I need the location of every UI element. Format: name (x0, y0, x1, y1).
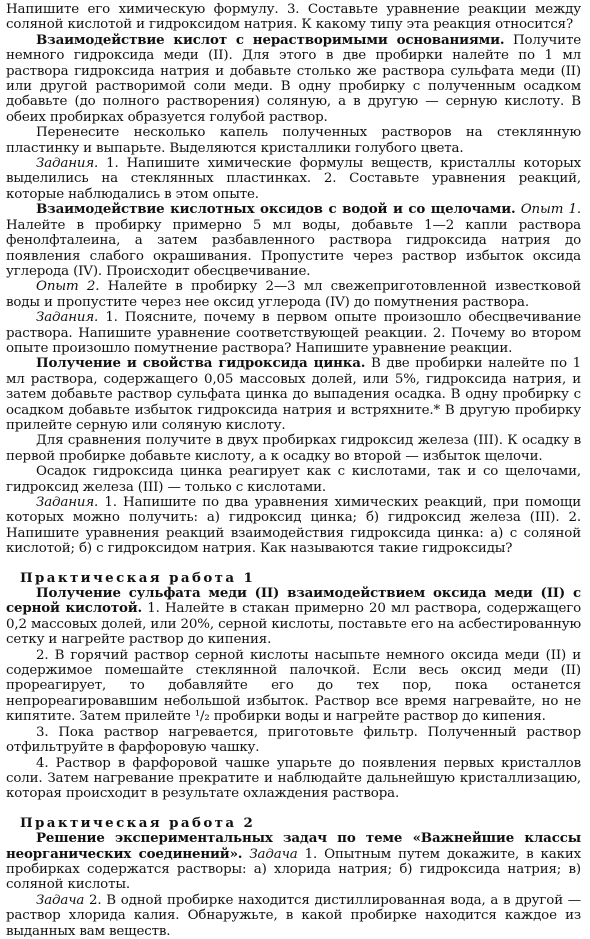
paragraph: Получение и свойства гидроксида цинка. В две пробирки налейте по 1 мл раствора, содержащего 0,05 массовых долей, или 5%, гидроксида натрия, и затем добавьте раствор сульфата цинка до выпадения осадка. В одну пробирку с осадком добавьте избыток гидроксида натрия и встряхните.* В другую пробирку прилейте серную или соляную кислоту. (6, 355, 581, 433)
paragraph-heading: Получение и свойства гидроксида цинка. (36, 355, 366, 372)
section-title-work-1: Практическая работа 1 (20, 569, 256, 586)
task-label: Задания. (36, 310, 99, 326)
paragraph: Получение сульфата меди (II) взаимодействием оксида меди (II) с серной кислотой. 1. Налейте в стакан примерно 20 мл раствора, содержащего 0,2 массовых долей, или 20%, серной кислоты, поставьте его на асбестированную сетку и нагрейте раствор до кипения. (6, 585, 581, 648)
task-label: Задания. (36, 495, 99, 510)
paragraph: Осадок гидроксида цинка реагирует как с кислотами, так и со щелочами, гидроксид железа (III) — только с кислотами. (6, 464, 581, 495)
section-title-work-2: Практическая работа 2 (20, 814, 256, 831)
section-spacer (6, 557, 581, 571)
task-label: Задача (242, 846, 298, 862)
section-spacer (6, 802, 581, 816)
paragraph: 3. Пока раствор нагревается, приготовьте фильтр. Полученный раствор отфильтруйте в фарфоровую чашку. (6, 724, 581, 756)
paragraph-heading: Решение экспериментальных задач по теме «Важнейшие классы неорганических соединений». (6, 830, 581, 862)
paragraph: Перенесите несколько капель полученных растворов на стеклянную пластинку и выпарьте. Выделяются кристаллики голубого цвета. (6, 125, 581, 156)
paragraph: Напишите его химическую формулу. 3. Составьте уравнение реакции между соляной кислотой и гидроксидом натрия. К какому типу эта реакция относится? (6, 2, 581, 33)
paragraph: 2. В горячий раствор серной кислоты насыпьте немного оксида меди (II) и содержимое помешайте стеклянной палочкой. Если весь оксид меди (II) прореагирует, то добавляйте его до тех пор, пока останется непрореагировавшим небольшой избыток. Раствор все время нагревайте, но не кипятите. Затем прилейте ¹/₂ пробирки воды и нагрейте раствор до кипения. (6, 647, 581, 725)
paragraph: Задания. 1. Напишите по два уравнения химических реакций, при помощи которых можно получить: а) гидроксид цинка; б) гидроксид железа (III). 2. Напишите уравнения реакций взаимодействия гидроксида цинка: а) с соляной кислотой; б) с гидроксидом натрия. Как называются такие гидроксиды? (6, 495, 581, 557)
paragraph: Взаимодействие кислотных оксидов с водой и со щелочами. Опыт 1. Налейте в пробирку примерно 5 мл воды, добавьте 1—2 капли раствора фенолфталеина, а затем разбавленного раствора гидроксида натрия до появления слабого окрашивания. Пропустите через раствор избыток оксида углерода (IV). Происходит обесцвечивание. (6, 201, 582, 279)
paragraph: Задача 2. В одной пробирке находится дистиллированная вода, а в другой — раствор хлорида калия. Обнаружьте, в какой пробирке находится каждое из выданных вам веществ. (6, 892, 581, 939)
paragraph: Решение экспериментальных задач по теме «Важнейшие классы неорганических соединений». Задача 1. Опытным путем докажите, в каких пробирках содержатся растворы: а) хлорида натрия; б) гидроксида натрия; в) соляной кислоты. (6, 830, 582, 893)
paragraph-heading: Взаимодействие кислотных оксидов с водой и со щелочами. (36, 201, 516, 218)
task-label: Задания. (36, 156, 99, 172)
paragraph: Взаимодействие кислот с нерастворимыми основаниями. Получите немного гидроксида меди (II). Для этого в две пробирки налейте по 1 мл раствора гидроксида натрия и добавьте столько же раствора сульфата меди (II) или другой растворимой соли меди. В одну пробирку с полученным осадком добавьте (до полного растворения) соляную, а в другую — серную кислоту. В обеих пробирках образуется голубой раствор. (6, 31, 581, 125)
task-label: Задача (36, 892, 85, 908)
experiment-label: Опыт 2. (36, 279, 100, 295)
paragraph: Опыт 2. Налейте в пробирку 2—3 мл свежеприготовленной известковой воды и пропустите через нее оксид углерода (IV) до помутнения раствора. (6, 279, 581, 310)
paragraph: Задания. 1. Поясните, почему в первом опыте произошло обесцвечивание раствора. Напишите уравнение соответствующей реакции. 2. Почему во втором опыте произошло помутнение раствора? Напишите уравнение реакции. (6, 310, 581, 356)
paragraph: 4. Раствор в фарфоровой чашке упарьте до появления первых кристаллов соли. Затем нагревание прекратите и наблюдайте дальнейшую кристаллизацию, которая происходит в результате охлаждения раствора. (6, 755, 581, 802)
paragraph-heading: Взаимодействие кислот с нерастворимыми основаниями. (36, 31, 505, 48)
experiment-label: Опыт 1. (515, 202, 582, 218)
paragraph-heading: Получение сульфата меди (II) взаимодействием оксида меди (II) с серной кислотой. (6, 585, 581, 617)
paragraph: Для сравнения получите в двух пробирках гидроксид железа (III). К осадку в первой пробирке добавьте кислоту, а к осадку во второй — избыток щелочи. (6, 433, 581, 464)
paragraph: Задания. 1. Напишите химические формулы веществ, кристаллы которых выделились на стеклянных пластинках. 2. Составьте уравнения реакций, которые наблюдались в этом опыте. (6, 156, 581, 202)
